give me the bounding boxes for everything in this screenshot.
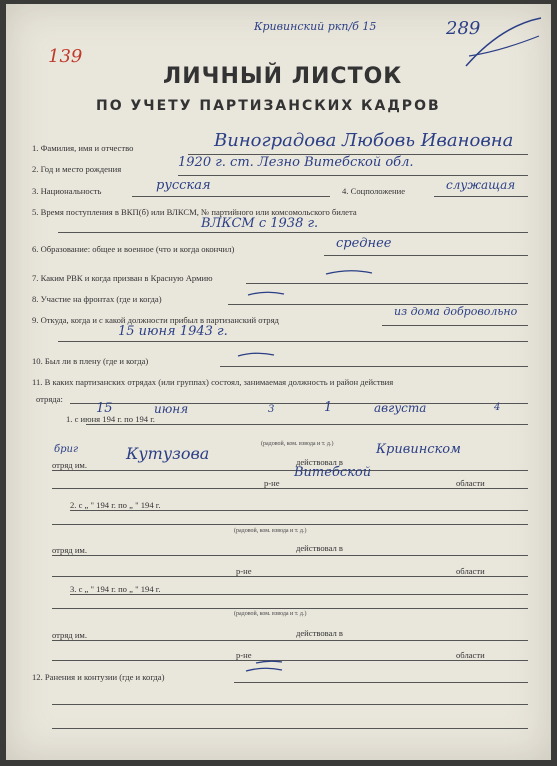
dash-mark-icon xyxy=(236,350,276,360)
field-label-units-cont: отряда: xyxy=(36,394,63,404)
unit3-acted-label: действовал в xyxy=(296,628,343,638)
unit1-to-month: августа xyxy=(374,401,427,415)
unit1-from-day: 15 xyxy=(96,401,113,416)
unit3-oblast: области xyxy=(456,650,485,660)
unit1-from-month: июня xyxy=(154,402,189,416)
unit1-period: 1. с июня 194 г. по 194 г. xyxy=(66,414,155,424)
field-label-fronts: 8. Участие на фронтах (где и когда) xyxy=(32,294,162,304)
field-value-name: Виноградова Любовь Ивановна xyxy=(214,130,514,151)
unit1-acted-label: действовал в xyxy=(296,457,343,467)
unit1-unit-name: Кутузова xyxy=(126,444,210,463)
unit1-unit-type: бриг xyxy=(54,444,78,455)
field-value-education: среднее xyxy=(336,236,392,251)
unit1-to-year: 4 xyxy=(494,402,501,413)
unit1-caption: (радовой, ком. взвода и т. д.) xyxy=(261,441,334,447)
unit1-district: Кривинском xyxy=(376,442,461,457)
field-label-education: 6. Образование: общее и военное (что и когда окончил) xyxy=(32,244,235,254)
unit3-rne: р-не xyxy=(236,650,252,660)
unit2-unit-label: отряд им. xyxy=(52,545,88,555)
unit2-acted-label: действовал в xyxy=(296,543,343,553)
field-label-birth: 2. Год и место рождения xyxy=(32,164,122,174)
archive-number: 289 xyxy=(446,18,481,39)
field-value-arrival-date: 15 июня 1943 г. xyxy=(118,324,228,339)
unit1-from-year: 3 xyxy=(268,404,275,415)
field-value-arrival: из дома добровольно xyxy=(394,305,518,318)
cross-out-mark-icon xyxy=(461,16,546,71)
unit1-region: Витебской xyxy=(294,465,372,480)
field-label-units: 11. В каких партизанских отрядах (или группах) состоял, занимаемая должность и район действия xyxy=(32,377,394,387)
field-label-rvk: 7. Каким РВК и когда призван в Красную Армию xyxy=(32,273,213,283)
field-label-arrival: 9. Откуда, когда и с какой должности прибыл в партизанский отряд xyxy=(32,315,279,325)
unit3-period: 3. с „ " 194 г. по „ " 194 г. xyxy=(70,584,161,594)
unit1-unit-label: отряд им. xyxy=(52,460,88,470)
page-subtitle: ПО УЧЕТУ ПАРТИЗАНСКИХ КАДРОВ xyxy=(96,98,441,114)
field-value-birth: 1920 г. ст. Лезно Витебской обл. xyxy=(178,155,414,170)
unit1-oblast: области xyxy=(456,478,485,488)
field-value-social: служащая xyxy=(446,178,516,192)
field-label-party: 5. Время поступления в ВКП(б) или ВЛКСМ, № партийного или комсомольского билета xyxy=(32,207,357,217)
dash-mark-icon xyxy=(324,268,374,278)
archive-note: Кривинский ркп/б 15 xyxy=(254,20,377,33)
field-label-social: 4. Соцположение xyxy=(342,186,406,196)
document-sheet xyxy=(6,4,551,760)
red-number: 139 xyxy=(48,46,83,67)
unit2-rne: р-не xyxy=(236,566,252,576)
page-title: ЛИЧНЫЙ ЛИСТОК xyxy=(163,64,403,89)
field-value-party: ВЛКСМ с 1938 г. xyxy=(201,216,319,231)
field-label-captivity: 10. Был ли в плену (где и когда) xyxy=(32,356,149,366)
field-label-wounds: 12. Ранения и контузии (где и когда) xyxy=(32,672,165,682)
unit3-unit-label: отряд им. xyxy=(52,630,88,640)
unit3-caption: (радовой, ком. взвода и т. д.) xyxy=(234,611,307,617)
unit1-to-day: 1 xyxy=(324,400,333,415)
unit1-rne: р-не xyxy=(264,478,280,488)
field-label-nationality: 3. Национальность xyxy=(32,186,102,196)
unit2-caption: (радовой, ком. взвода и т. д.) xyxy=(234,528,307,534)
unit2-period: 2. с „ " 194 г. по „ " 194 г. xyxy=(70,500,161,510)
unit2-oblast: области xyxy=(456,566,485,576)
dash-mark-icon xyxy=(246,289,286,299)
field-label-name: 1. Фамилия, имя и отчество xyxy=(32,143,134,153)
dash-mark-icon xyxy=(244,665,284,675)
field-value-nationality: русская xyxy=(156,178,211,193)
